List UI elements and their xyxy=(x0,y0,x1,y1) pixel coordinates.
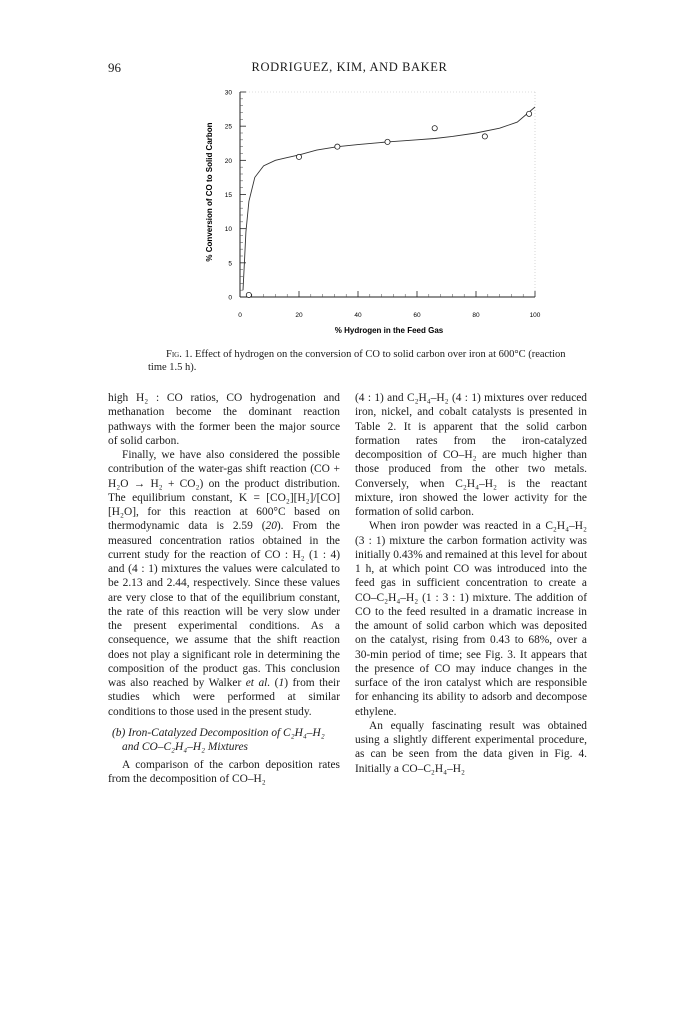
data-point xyxy=(385,139,390,144)
y-tick-label: 20 xyxy=(224,157,232,165)
figure-label: Fig. 1. xyxy=(166,349,193,360)
page-number: 96 xyxy=(108,60,121,75)
y-tick-label: 15 xyxy=(224,192,232,199)
x-axis-label: % Hydrogen in the Feed Gas xyxy=(334,326,444,335)
x-tick-label: 60 xyxy=(413,312,421,319)
text-run: ) from their studies which were performed at similar conditions to those used in the present study. xyxy=(108,677,340,718)
data-point xyxy=(482,134,487,139)
caption-text: Effect of hydrogen on the conversion of CO to solid carbon over iron at 600°C (reaction time 1.5 h). xyxy=(148,349,566,373)
text-run: Finally, we have also considered the possible contribution of the water-gas shift reaction (CO + H₂O → H₂ + CO₂) on the product distribution. The equilibrium constant, K = [CO₂][H₂]/[CO][H₂O], for this reaction at 600°C based on thermodynamic data is 2.59 ( xyxy=(108,449,340,533)
chart-axes xyxy=(240,92,535,297)
data-point xyxy=(296,154,301,159)
et-al: et al. xyxy=(245,677,271,689)
citation: 1 xyxy=(278,677,285,689)
fit-curve xyxy=(243,107,535,290)
paragraph: (4 : 1) and C₂H₄–H₂ (4 : 1) mixtures over reduced iron, nickel, and cobalt catalysts is presented in Table 2. It is apparent that the solid carbon formation rates from the iron-catalyzed decomposition of CO–H₂ are much higher than those produced from the other two metals. Conversely, when C₂H₄–H₂ is the reactant mixture, iron showed the lower activity for the formation of solid carbon. xyxy=(355,392,587,518)
text-run: ). From the measured concentration ratios obtained in the current study for the reaction of CO : H₂ (1 : 4) and (4 : 1) mixtures the values were calculated to be 2.13 and 2.44, respectively. Since these values are very close to that of the equilibrium constant, the rate of this reaction will be very slow under the present experimental conditions. As a consequence, we assume that the shift reaction does not play a significant role in determining the composition of the product gas. This conclusion was also reached by Walker xyxy=(108,520,340,689)
paragraph: high H₂ : CO ratios, CO hydrogenation and methanation become the dominant reaction pathways with the former been the major source of solid carbon. xyxy=(108,392,340,447)
paragraph: When iron powder was reacted in a C₂H₄–H₂ (3 : 1) mixture the carbon formation activity was initially 0.43% and remained at this level for about 1 h, at which point CO was introduced into the feed gas in sufficient concentration to create a CO–C₂H₄–H₂ (1 : 3 : 1) mixture. The addition of CO to the feed resulted in a dramatic increase in the amount of solid carbon which was deposited on the catalyst, rising from 0.43 to 68%, over a 30-min period of time; see Fig. 3. It appears that the presence of CO may induce changes in the surface of the iron catalyst which are responsible for enhancing its ability to adsorb and decompose ethylene. xyxy=(355,520,587,718)
x-tick-label: 80 xyxy=(472,312,480,319)
x-tick-label: 100 xyxy=(529,312,541,319)
paragraph: A comparison of the carbon deposition rates from the decomposition of CO–H₂ xyxy=(108,758,340,785)
y-axis-label: % Conversion of CO to Solid Carbon xyxy=(205,122,214,262)
figure-caption xyxy=(148,348,578,374)
right-column xyxy=(355,391,587,776)
running-head: RODRIGUEZ, KIM, AND BAKER xyxy=(251,60,448,74)
x-tick-label: 20 xyxy=(295,312,303,319)
paragraph: An equally fascinating result was obtained using a slightly different experimental procedure, as can be seen from the data given in Fig. 4. Initially a CO–C₂H₄–H₂ xyxy=(355,719,587,775)
data-point xyxy=(432,126,437,131)
citation: 20 xyxy=(265,520,277,533)
x-tick-label: 0 xyxy=(238,312,242,319)
y-tick-label: 0 xyxy=(228,294,232,302)
data-point xyxy=(527,111,532,116)
subsection-heading: (b) Iron-Catalyzed Decomposition of C₂H₄–H₂ and CO–C₂H₄–H₂ Mixtures xyxy=(112,726,325,753)
y-tick-label: 10 xyxy=(224,226,232,234)
x-ticks xyxy=(238,291,541,319)
figure-1-chart xyxy=(196,82,546,342)
paragraph xyxy=(108,448,340,719)
y-tick-label: 25 xyxy=(224,123,232,131)
y-tick-label: 30 xyxy=(224,89,232,97)
data-point xyxy=(246,292,251,297)
data-point xyxy=(335,144,340,149)
left-column xyxy=(108,391,340,786)
y-ticks xyxy=(225,90,246,302)
text-run: ( xyxy=(270,677,279,689)
y-tick-label: 5 xyxy=(228,260,232,268)
x-tick-label: 40 xyxy=(354,312,362,319)
data-points xyxy=(246,111,531,297)
